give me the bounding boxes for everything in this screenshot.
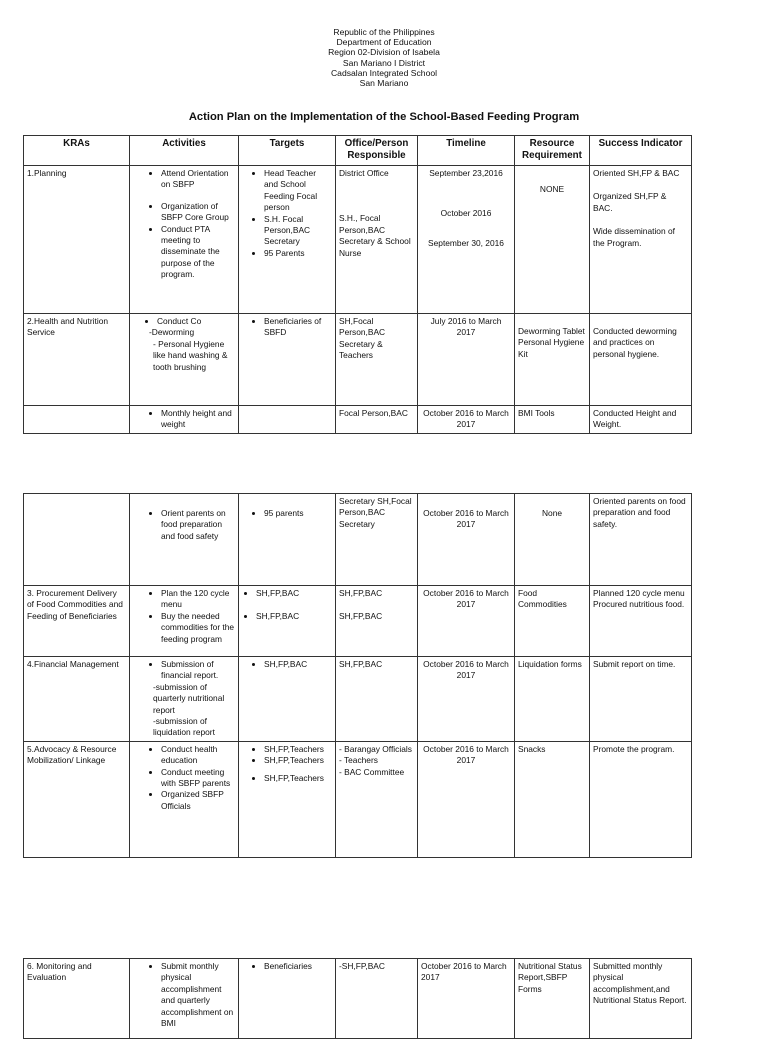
target-item: • S.H. Focal Person,BAC Secretary <box>264 214 332 248</box>
target-item: • SH,FP,BAC <box>256 611 332 622</box>
table-row-procurement <box>24 586 692 657</box>
table-row-orient-parents <box>24 494 692 586</box>
activity-item: • Conduct health education <box>161 744 235 767</box>
success-cell <box>590 166 692 314</box>
resource-cell: Food Commodities <box>515 586 590 657</box>
resource-cell: Nutritional Status Report,SBFP Forms <box>515 959 590 1039</box>
resource-text: None <box>541 508 563 518</box>
success-text: Wide dissemination of the Program. <box>593 226 675 248</box>
success-cell <box>590 314 692 406</box>
header-line: Republic of the Philippines <box>333 27 435 37</box>
table-row-advocacy <box>24 741 692 857</box>
resource-cell <box>515 494 590 586</box>
action-plan-table-part-1 <box>23 135 692 434</box>
header-line: Department of Education <box>336 37 432 48</box>
column-header-timeline: Timeline <box>418 136 515 166</box>
activity-item: • Organization of SBFP Core Group <box>161 201 235 224</box>
column-header-office: Office/Person Responsible <box>336 136 418 166</box>
office-cell <box>336 741 418 857</box>
office-cell: SH,FP,BAC <box>336 657 418 742</box>
timeline-cell: October 2016 to March 2017 <box>418 959 515 1039</box>
timeline-text: October 2016 to March 2017 <box>423 508 509 530</box>
kra-cell: 1.Planning <box>24 166 130 314</box>
kra-cell: 5.Advocacy & Resource Mobilization/ Linkage <box>24 741 130 857</box>
activity-item: • Buy the needed commodities for the feeding program <box>161 611 235 645</box>
kra-cell: 3. Procurement Delivery of Food Commodities and Feeding of Beneficiaries <box>24 586 130 657</box>
activity-text: -submission of liquidation report <box>153 716 215 738</box>
target-item: • SH,FP,Teachers <box>264 755 332 766</box>
target-item: • Beneficiaries <box>264 961 332 972</box>
activity-item: • Orient parents on food preparation and food safety <box>161 508 235 542</box>
success-cell: Planned 120 cycle menu Procured nutritious food. <box>590 586 692 657</box>
table-row-monitoring <box>24 959 692 1039</box>
resource-cell: BMI Tools <box>515 406 590 434</box>
column-header-resource: Resource Requirement <box>515 136 590 166</box>
table-row-financial <box>24 657 692 742</box>
success-cell: Oriented parents on food preparation and food safety. <box>590 494 692 586</box>
activities-cell <box>130 314 239 406</box>
timeline-cell: October 2016 to March 2017 <box>418 741 515 857</box>
target-item: • SH,FP,Teachers <box>264 773 332 784</box>
office-cell: SH,Focal Person,BAC Secretary & Teachers <box>336 314 418 406</box>
activity-item: • Submission of financial report. <box>161 659 235 682</box>
target-item: • 95 Parents <box>264 248 332 259</box>
header-line: San Mariano I District <box>342 57 426 68</box>
activity-text: -submission of quarterly nutritional report <box>153 681 225 715</box>
target-item: • 95 parents <box>264 508 332 519</box>
office-text: SH,FP,BAC <box>339 588 383 598</box>
activity-item: • Conduct Co <box>157 316 235 327</box>
timeline-text: October 2016 <box>440 208 492 219</box>
column-header-activities: Activities <box>130 136 239 166</box>
office-text: - BAC Committee <box>339 766 405 777</box>
resource-cell: Liquidation forms <box>515 657 590 742</box>
letterhead <box>0 27 768 88</box>
action-plan-table-part-2 <box>23 493 692 858</box>
success-cell: Promote the program. <box>590 741 692 857</box>
office-cell: -SH,FP,BAC <box>336 959 418 1039</box>
activity-text: -Deworming <box>149 327 195 338</box>
activities-cell <box>130 494 239 586</box>
action-plan-table-part-3 <box>23 958 692 1039</box>
document-title: Action Plan on the Implementation of the School-Based Feeding Program <box>188 111 580 123</box>
kra-cell <box>24 406 130 434</box>
activity-item: • Conduct PTA meeting to disseminate the purpose of the program. <box>161 224 235 281</box>
kra-cell: 6. Monitoring and Evaluation <box>24 959 130 1039</box>
target-item: • SH,FP,Teachers <box>264 744 332 755</box>
activity-item: • Monthly height and weight <box>161 408 235 431</box>
activities-cell <box>130 741 239 857</box>
targets-cell <box>239 494 336 586</box>
activities-cell <box>130 406 239 434</box>
office-cell <box>336 586 418 657</box>
timeline-text: September 30, 2016 <box>428 237 504 248</box>
targets-cell <box>239 657 336 742</box>
column-header-success: Success Indicator <box>590 136 692 166</box>
office-text: - Barangay Officials <box>339 743 412 754</box>
column-header-kras: KRAs <box>24 136 130 166</box>
success-text: Organized SH,FP & BAC. <box>593 191 667 213</box>
target-item: • SH,FP,BAC <box>264 659 332 670</box>
activity-item: • Conduct meeting with SBFP parents <box>161 767 235 790</box>
resource-cell <box>515 166 590 314</box>
timeline-cell: July 2016 to March 2017 <box>418 314 515 406</box>
success-cell: Submitted monthly physical accomplishment,and Nutritional Status Report. <box>590 959 692 1039</box>
header-line: San Mariano <box>359 78 409 89</box>
kra-cell <box>24 494 130 586</box>
targets-cell <box>239 406 336 434</box>
activity-text: - Personal Hygiene like hand washing & tooth brushing <box>153 338 228 372</box>
table-header-row <box>24 136 692 166</box>
activity-item: • Plan the 120 cycle menu <box>161 588 235 611</box>
timeline-cell: October 2016 to March 2017 <box>418 586 515 657</box>
table-row-planning <box>24 166 692 314</box>
timeline-text: September 23,2016 <box>429 168 503 178</box>
target-item: • SH,FP,BAC <box>256 588 332 599</box>
timeline-cell <box>418 166 515 314</box>
kra-cell: 2.Health and Nutrition Service <box>24 314 130 406</box>
table-row-health <box>24 314 692 406</box>
resource-text: NONE <box>539 184 565 194</box>
targets-cell <box>239 959 336 1039</box>
success-cell: Submit report on time. <box>590 657 692 742</box>
timeline-cell <box>418 494 515 586</box>
resource-cell <box>515 314 590 406</box>
activities-cell <box>130 657 239 742</box>
activities-cell <box>130 166 239 314</box>
target-item: • Beneficiaries of SBFD <box>264 316 332 339</box>
office-cell: Focal Person,BAC <box>336 406 418 434</box>
success-text: Oriented SH,FP & BAC <box>593 168 680 178</box>
activity-item: • Attend Orientation on SBFP <box>161 168 235 191</box>
success-cell: Conducted Height and Weight. <box>590 406 692 434</box>
targets-cell <box>239 586 336 657</box>
office-text: S.H., Focal Person,BAC Secretary & School Nurse <box>339 213 411 258</box>
header-line: Cadsalan Integrated School <box>330 67 438 78</box>
resource-cell: Snacks <box>515 741 590 857</box>
office-cell: Secretary SH,Focal Person,BAC Secretary <box>336 494 418 586</box>
success-text: Conducted deworming and practices on personal hygiene. <box>593 326 677 359</box>
office-cell <box>336 166 418 314</box>
office-text: SH,FP,BAC <box>339 611 383 622</box>
target-item: • Head Teacher and School Feeding Focal person <box>264 168 332 214</box>
column-header-targets: Targets <box>239 136 336 166</box>
activity-item: • Organized SBFP Officials <box>161 789 235 812</box>
office-text: District Office <box>339 168 389 178</box>
resource-text: Deworming Tablet Personal Hygiene Kit <box>518 326 585 359</box>
activities-cell <box>130 959 239 1039</box>
office-text: - Teachers <box>339 755 378 766</box>
targets-cell <box>239 741 336 857</box>
targets-cell <box>239 314 336 406</box>
table-row-monthly <box>24 406 692 434</box>
timeline-cell: October 2016 to March 2017 <box>418 657 515 742</box>
timeline-cell: October 2016 to March 2017 <box>418 406 515 434</box>
kra-cell: 4.Financial Management <box>24 657 130 742</box>
activities-cell <box>130 586 239 657</box>
targets-cell <box>239 166 336 314</box>
header-line: Region 02-Division of Isabela <box>328 47 440 58</box>
activity-item: • Submit monthly physical accomplishment and quarterly accomplishment on BMI <box>161 961 235 1029</box>
